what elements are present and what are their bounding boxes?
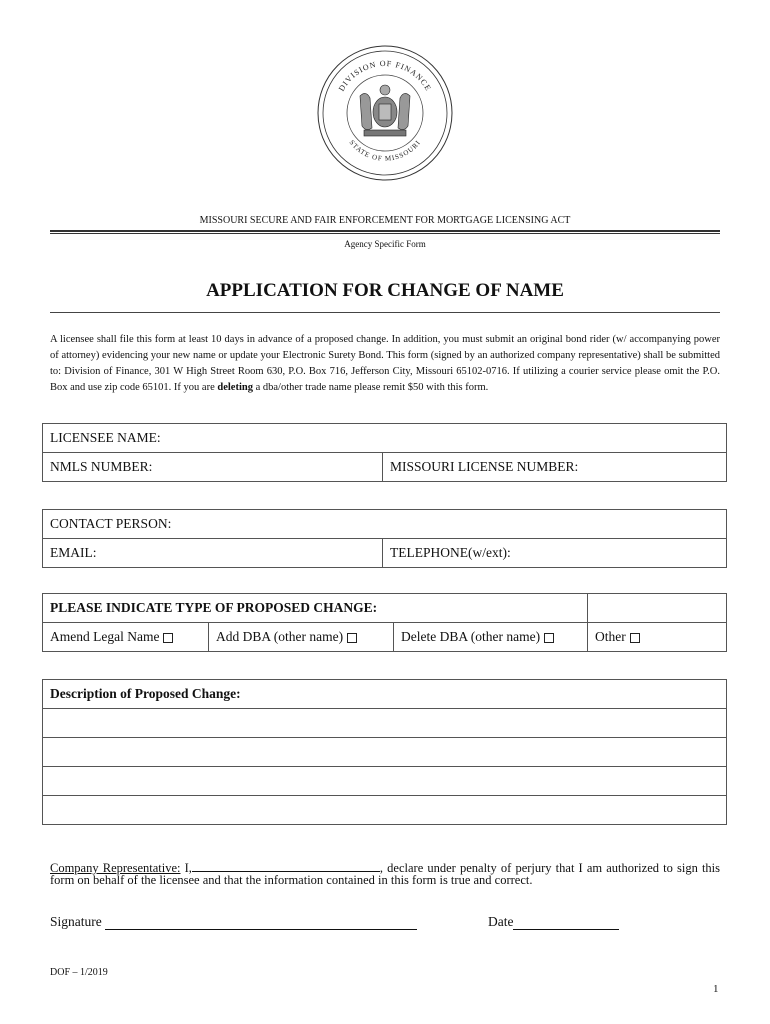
- change-type-heading: PLEASE INDICATE TYPE OF PROPOSED CHANGE:: [43, 594, 588, 623]
- title-divider: [50, 312, 720, 313]
- svg-text:DIVISION OF FINANCE: DIVISION OF FINANCE: [336, 58, 434, 93]
- change-type-empty-cell: [588, 594, 727, 623]
- description-table: [42, 679, 727, 825]
- date-line[interactable]: [513, 916, 619, 930]
- checkbox-amend-legal-name[interactable]: [163, 633, 173, 643]
- change-type-table: [42, 593, 727, 652]
- representative-label: Company Representative:: [50, 861, 181, 875]
- act-title: MISSOURI SECURE AND FAIR ENFORCEMENT FOR MORTGAGE LICENSING ACT: [199, 215, 571, 226]
- signature-line[interactable]: [105, 916, 417, 930]
- description-line[interactable]: [43, 738, 727, 767]
- contact-person-field[interactable]: CONTACT PERSON:: [43, 510, 727, 539]
- contact-table: [42, 509, 727, 568]
- seal-logo: [316, 44, 454, 182]
- page-number: 1: [713, 983, 719, 995]
- checkbox-delete-dba[interactable]: [544, 633, 554, 643]
- agency-form-label: Agency Specific Form: [344, 239, 426, 249]
- description-line[interactable]: [43, 796, 727, 825]
- svg-text:STATE OF MISSOURI: STATE OF MISSOURI: [347, 138, 423, 163]
- header-divider: [50, 230, 720, 234]
- licensee-name-field[interactable]: LICENSEE NAME:: [43, 424, 727, 453]
- representative-declaration: Company Representative: I, , declare under penalty of perjury that I am authorized to sign this form on behalf of the licensee and that the information contained in this form is true and correct.: [50, 861, 721, 887]
- form-id: DOF – 1/2019: [50, 967, 108, 978]
- checkbox-add-dba[interactable]: [347, 633, 357, 643]
- option-amend-legal-name[interactable]: Amend Legal Name: [43, 623, 209, 652]
- signature-row: [50, 914, 417, 930]
- option-delete-dba[interactable]: Delete DBA (other name): [394, 623, 588, 652]
- telephone-field[interactable]: TELEPHONE(w/ext):: [383, 539, 727, 568]
- instructions-paragraph: A licensee shall file this form at least 10 days in advance of a proposed change. In addition, you must submit an original bond rider (w/ accompanying power of attorney) evidencing your new name or update your Electronic Surety Bond. This form (signed by an authorized company representative) shall be submitted to: Division of Finance, 301 W High Street Room 630, P.O. Box 716, Jefferson City, Missouri 65102-0716. If utilizing a courier service please omit the P.O. Box and use zip code 65101. If you are deleting a dba/other trade name please remit $50 with this form.: [50, 334, 720, 393]
- page-title: APPLICATION FOR CHANGE OF NAME: [206, 280, 564, 301]
- licensee-table: [42, 423, 727, 482]
- description-line[interactable]: [43, 767, 727, 796]
- checkbox-other[interactable]: [630, 633, 640, 643]
- signature-label: Signature: [50, 914, 102, 929]
- option-other[interactable]: Other: [588, 623, 727, 652]
- description-heading: Description of Proposed Change:: [43, 680, 727, 709]
- nmls-number-field[interactable]: NMLS NUMBER:: [43, 453, 383, 482]
- date-label: Date: [488, 914, 514, 929]
- email-field[interactable]: EMAIL:: [43, 539, 383, 568]
- mo-license-number-field[interactable]: MISSOURI LICENSE NUMBER:: [383, 453, 727, 482]
- option-add-dba[interactable]: Add DBA (other name): [209, 623, 394, 652]
- description-line[interactable]: [43, 709, 727, 738]
- date-row: [488, 914, 619, 930]
- representative-name-blank[interactable]: [192, 861, 380, 872]
